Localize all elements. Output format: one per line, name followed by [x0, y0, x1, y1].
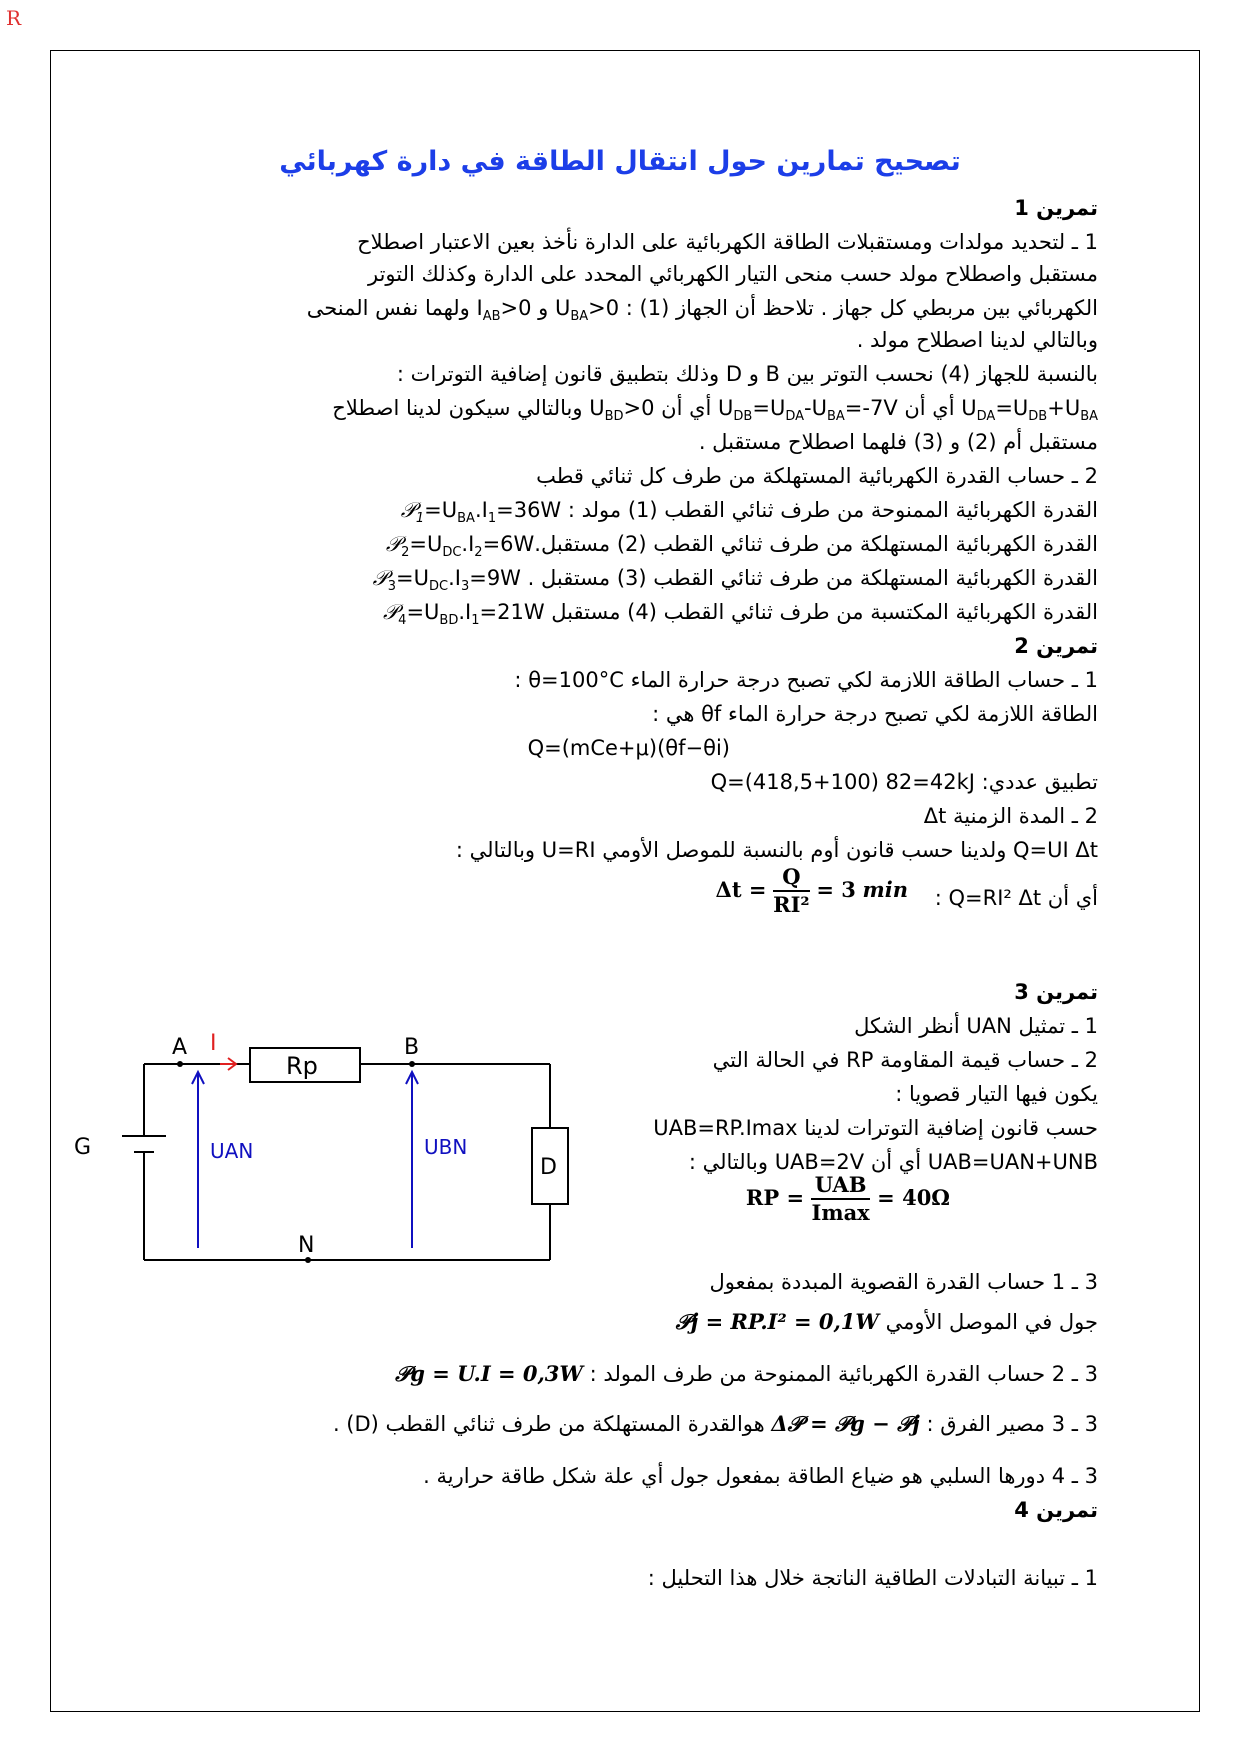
label-d: D [540, 1155, 557, 1180]
ex2-line-4: 2 ـ المدة الزمنية Δt [923, 804, 1098, 828]
ubn-arrow [406, 1072, 418, 1248]
ex3-line-9: 3 ـ 3 مصير الفرق : Δ𝒫 = 𝒫g − 𝒫j هوالقدرة المستهلكة من طرف ثنائي القطب (D) . [332, 1411, 1098, 1436]
label-rp: Rp [286, 1052, 318, 1080]
ex3-line-4: حسب قانون إضافية التوترات لدينا UAB=RP.Imax [653, 1116, 1098, 1140]
ex2-line-1: 1 ـ حساب الطاقة اللازمة لكي تصبح درجة حرارة الماء θ=100°C : [514, 668, 1098, 692]
ex3-line-6: 3 ـ 1 حساب القدرة القصوية المبددة بمفعول [709, 1270, 1098, 1294]
rp-equation: RP = $\frac{\text{UAB}}{Imax}$ = 40Ω [745, 1172, 950, 1225]
ex1-line-1: 1 ـ لتحديد مولدات ومستقبلات الطاقة الكهربائية على الدارة نأخذ بعين الاعتبار اصطلاح [357, 230, 1098, 254]
label-n: N [298, 1233, 315, 1258]
ex2-line-6: أي أن Q=RI² Δt : [934, 886, 1098, 910]
dt-equation: Δt = $\frac{Q}{\text{RI²}}$ = 3 min [715, 864, 908, 917]
ex3-heading: تمرين 3 [1014, 980, 1098, 1004]
ex1-line-5: بالنسبة للجهاز (4) نحسب التوتر بين B و D وذلك بتطبيق قانون إضافية التوترات : [396, 362, 1098, 386]
uan-arrow [192, 1072, 204, 1248]
ex1-line-2: مستقبل واصطلاح مولد حسب منحى التيار الكهربائي المحدد على الدارة وكذلك التوتر [368, 262, 1098, 286]
ex1-line-4: وبالتالي لدينا اصطلاح مولد . [856, 328, 1098, 352]
label-a: A [172, 1035, 188, 1060]
ex1-power-2: القدرة الكهربائية المستهلكة من طرف ثنائي القطب (2) $مستقبل.𝒫_2=U_{DC}.I_2=6W$ [385, 532, 1098, 561]
current-arrow [220, 1058, 236, 1070]
ex1-line-8: 2 ـ حساب القدرة الكهربائية المستهلكة من طرف كل ثنائي قطب [536, 464, 1098, 488]
ex2-formula: Q=(mCe+μ)(θf−θi) [527, 736, 730, 760]
label-i: I [210, 1031, 217, 1056]
ex3-line-5: UAB=UAN+UNB أي أن UAB=2V وبالتالي : [688, 1150, 1098, 1174]
ex3-line-7: جول في الموصل الأومي 𝒫j = RP.I² = 0,1W [675, 1309, 1098, 1334]
ex1-power-3: القدرة الكهربائية المستهلكة من طرف ثنائي القطب (3) مستقبل $𝒫_3=U_{DC}.I_3=9W$ . [372, 566, 1098, 595]
ex2-line-2: الطاقة اللازمة لكي تصبح درجة حرارة الماء θf هي : [652, 702, 1098, 726]
ex3-line-3: يكون فيها التيار قصويا : [895, 1082, 1098, 1106]
node-b [409, 1061, 415, 1067]
ex3-line-2: 2 ـ حساب قيمة المقاومة RP في الحالة التي [712, 1048, 1098, 1072]
ex3-line-10: 3 ـ 4 دورها السلبي هو ضياع الطاقة بمفعول جول أي علة شكل طاقة حرارية . [423, 1464, 1098, 1488]
ex1-line-6: $U_{DA}=U_{DB}+U_{BA}$ أي أن $U_{DB}=U_{DA}-U_{BA}=-7V$ أي أن $U_{BD}>0$ وبالتالي سيكون لدينا اصطلاح [332, 396, 1098, 425]
ex1-line-3: الكهربائي بين مربطي كل جهاز . تلاحظ أن الجهاز (1) : $U_{BA}>0$ و $I_{AB}>0$ ولهما نفس المنحى [306, 296, 1098, 325]
ex1-power-4: القدرة الكهربائية المكتسبة من طرف ثنائي القطب (4) مستقبل $𝒫_4=U_{BD}.I_1=21W$ [383, 600, 1098, 629]
ex4-heading: تمرين 4 [1014, 1498, 1098, 1522]
ex2-line-3: تطبيق عددي: Q=(418,5+100) 82=42kJ [710, 770, 1098, 794]
circuit-wires [144, 1064, 550, 1260]
page-title: تصحيح تمارين حول انتقال الطاقة في دارة كهربائي [279, 146, 961, 177]
label-g: G [74, 1135, 92, 1160]
ex3-line-8: 3 ـ 2 حساب القدرة الكهربائية الممنوحة من طرف المولد : 𝒫g = U.I = 0,3W [395, 1361, 1098, 1386]
ex1-power-1: القدرة الكهربائية الممنوحة من طرف ثنائي القطب (1) مولد : $𝒫_1=U_{BA}.I_1=36W$ [400, 498, 1098, 527]
ex2-heading: تمرين 2 [1014, 634, 1098, 658]
ex3-line-1: 1 ـ تمثيل UAN أنظر الشكل [854, 1014, 1098, 1038]
circuit-diagram [70, 1028, 610, 1288]
ex1-line-7: مستقبل أم (2) و (3) فلهما اصطلاح مستقبل . [698, 430, 1098, 454]
label-ubn: UBN [424, 1135, 468, 1159]
label-uan: UAN [210, 1139, 254, 1163]
ex4-line-1: 1 ـ تبيانة التبادلات الطاقية الناتجة خلال هذا التحليل : [647, 1566, 1098, 1590]
battery-symbol [122, 1136, 166, 1152]
label-b: B [404, 1035, 420, 1060]
node-a [177, 1061, 183, 1067]
corner-mark: R [6, 6, 22, 30]
ex2-line-5: Q=UI Δt ولدينا حسب قانون أوم بالنسبة للموصل الأومي U=RI وبالتالي : [455, 838, 1098, 862]
ex1-heading: تمرين 1 [1014, 196, 1098, 220]
